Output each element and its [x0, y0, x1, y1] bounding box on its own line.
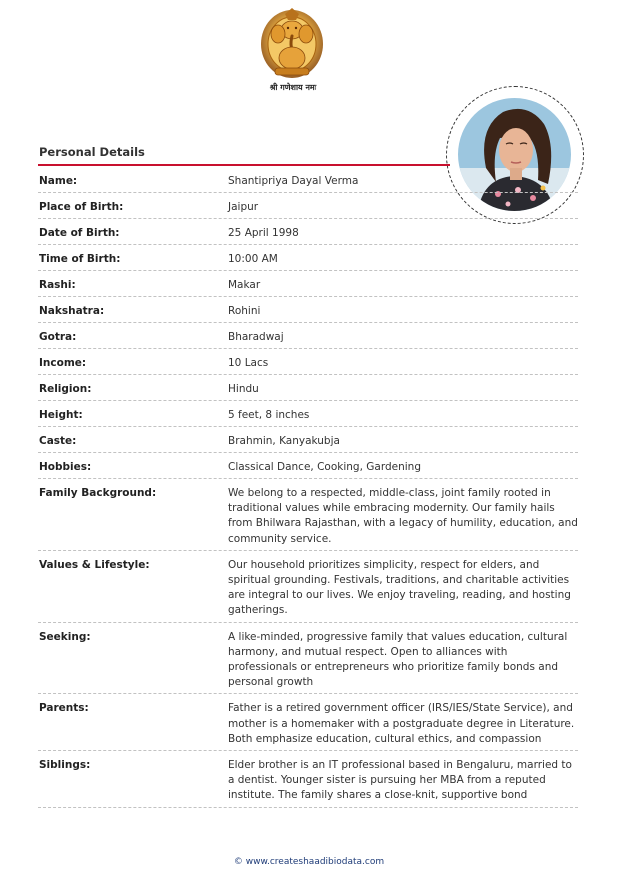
- detail-value: A like-minded, progressive family that values education, cultural harmony, and mutual respect. Open to alliances with professionals or entrepreneurs who prioritize family bonds and personal growth: [228, 630, 568, 689]
- detail-value: 25 April 1998: [228, 227, 299, 239]
- detail-row-place-of-birth: [38, 193, 578, 219]
- detail-label: Nakshatra:: [39, 305, 105, 317]
- detail-label: Time of Birth:: [39, 253, 121, 265]
- detail-row-rashi: [38, 271, 578, 297]
- detail-value: Rohini: [228, 305, 261, 317]
- detail-value: We belong to a respected, middle-class, joint family rooted in traditional values while embracing modernity. Our family hails from Bhilwara Rajasthan, with a legacy of humility, education, and community service.: [228, 487, 578, 545]
- detail-value: Father is a retired government officer (IRS/IES/State Service), and mother is a homemaker with a postgraduate degree in Literature. Both emphasize education, cultural ethics, and compassion: [228, 702, 575, 745]
- detail-value: Shantipriya Dayal Verma: [228, 175, 359, 187]
- detail-label: Place of Birth:: [39, 201, 124, 213]
- detail-value: Hindu: [228, 383, 259, 395]
- detail-label: Height:: [39, 409, 83, 421]
- detail-value: Brahmin, Kanyakubja: [228, 435, 340, 447]
- detail-label: Siblings:: [39, 759, 91, 772]
- detail-row-religion: [38, 375, 578, 401]
- detail-row-parents: [38, 694, 578, 751]
- detail-row-height: [38, 401, 578, 427]
- section-divider: [38, 164, 450, 166]
- detail-label: Seeking:: [39, 630, 91, 643]
- detail-label: Religion:: [39, 383, 92, 395]
- detail-row-name: [38, 167, 578, 193]
- detail-value: Our household prioritizes simplicity, respect for elders, and spiritual grounding. Festivals, traditions, and charitable activities are integral to our lives. We enjoy traveling, reading, and hosting gatherings.: [228, 558, 571, 617]
- detail-label: Rashi:: [39, 279, 76, 291]
- detail-label: Hobbies:: [39, 461, 92, 473]
- detail-value: 10 Lacs: [228, 357, 269, 369]
- section-title: Personal Details: [39, 145, 145, 159]
- details-table: [38, 167, 578, 808]
- detail-row-siblings: [38, 751, 578, 808]
- detail-label: Income:: [39, 357, 87, 369]
- detail-row-family-background: [38, 479, 578, 551]
- detail-label: Date of Birth:: [39, 227, 120, 239]
- detail-label: Gotra:: [39, 331, 77, 343]
- detail-value: 5 feet, 8 inches: [228, 409, 310, 421]
- detail-row-gotra: [38, 323, 578, 349]
- detail-row-caste: [38, 427, 578, 453]
- detail-value: Bharadwaj: [228, 331, 284, 343]
- detail-value: Elder brother is an IT professional based in Bengaluru, married to a dentist. Younger sister is pursuing her MBA from a reputed institute. The family shares a close-knit, supportive bond: [228, 759, 572, 802]
- detail-value: 10:00 AM: [228, 253, 278, 265]
- detail-row-hobbies: [38, 453, 578, 479]
- ganesha-emblem: [259, 8, 325, 80]
- detail-row-seeking: [38, 623, 578, 695]
- detail-row-values-lifestyle: [38, 551, 578, 623]
- detail-label: Family Background:: [39, 487, 157, 499]
- detail-row-date-of-birth: [38, 219, 578, 245]
- detail-row-time-of-birth: [38, 245, 578, 271]
- invocation-text: श्री गणेशाय नमः: [269, 83, 317, 92]
- detail-value: Classical Dance, Cooking, Gardening: [228, 461, 421, 473]
- detail-value: Jaipur: [228, 201, 259, 213]
- detail-value: Makar: [228, 279, 261, 291]
- detail-label: Caste:: [39, 435, 77, 447]
- detail-row-income: [38, 349, 578, 375]
- detail-label: Parents:: [39, 702, 89, 715]
- detail-row-nakshatra: [38, 297, 578, 323]
- footer-link[interactable]: © www.createshaadibiodata.com: [233, 857, 385, 867]
- detail-label: Name:: [39, 175, 78, 187]
- detail-label: Values & Lifestyle:: [39, 558, 150, 571]
